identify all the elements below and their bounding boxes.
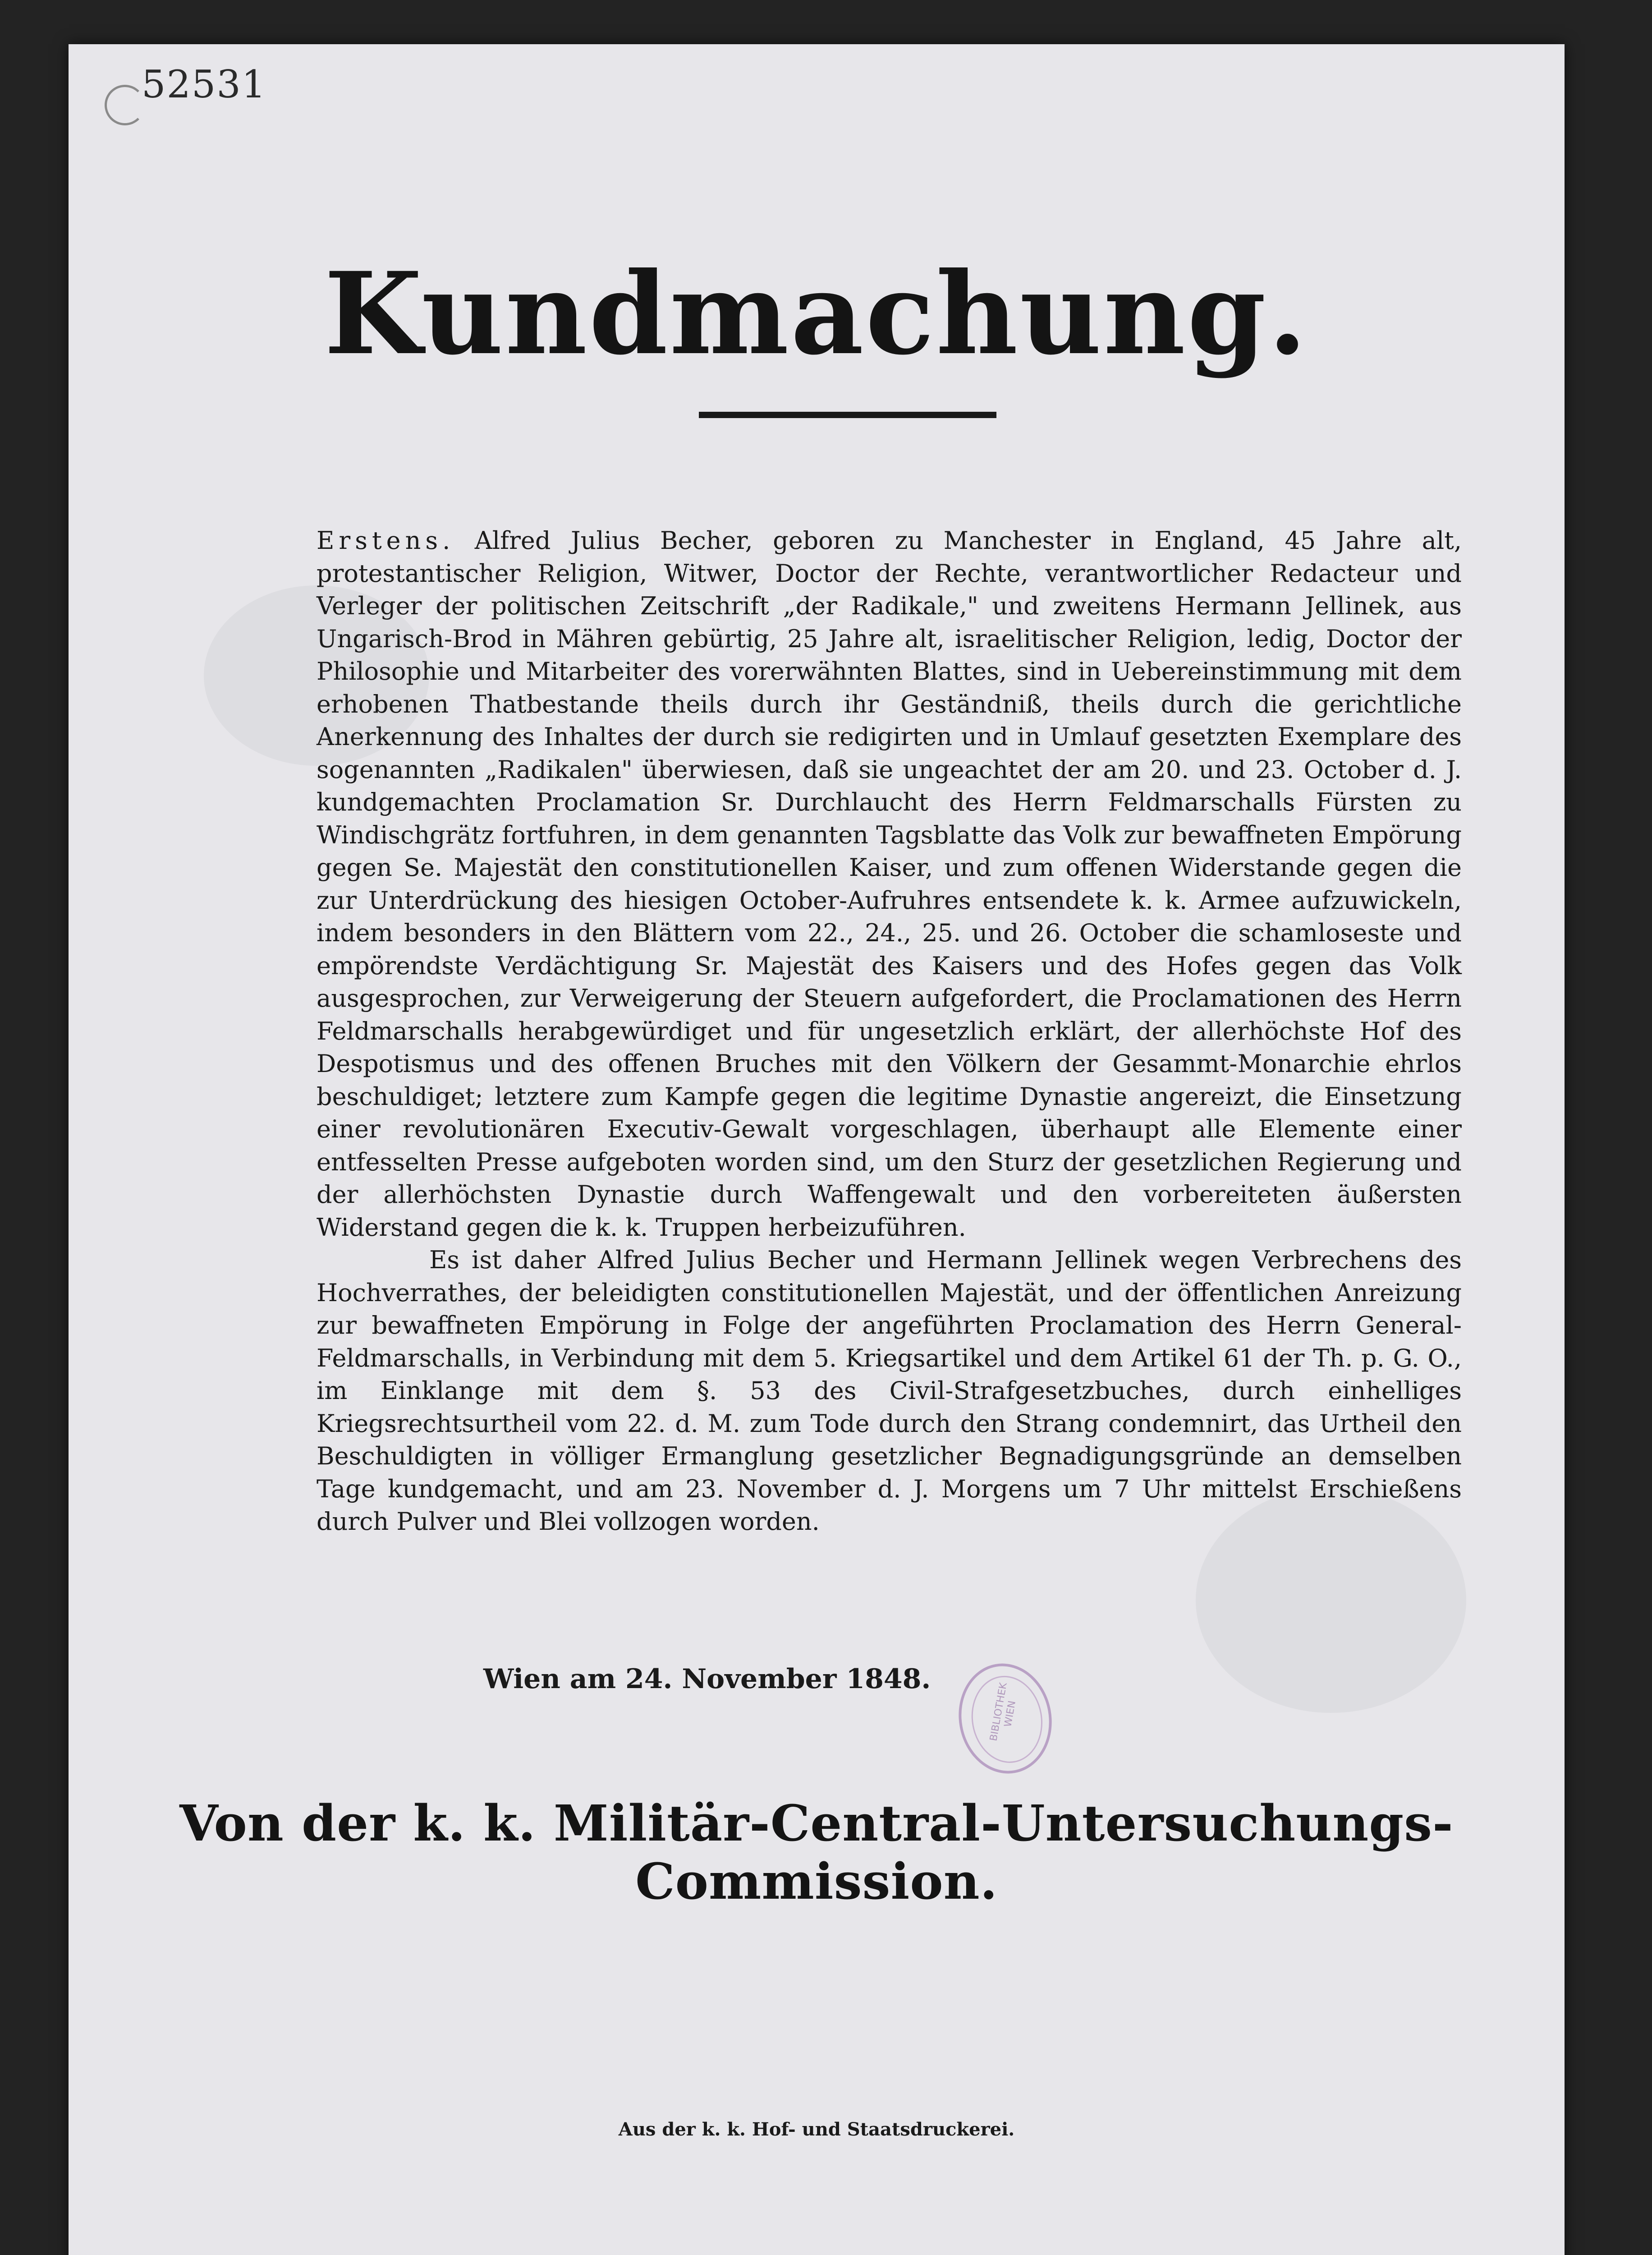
accession-mark bbox=[105, 85, 145, 125]
page-title: Kundmachung. bbox=[324, 247, 1309, 380]
proclamation-body bbox=[317, 525, 1462, 1538]
printer-imprint: Aus der k. k. Hof- und Staatsdruckerei. bbox=[618, 2119, 1015, 2140]
poster-sheet bbox=[69, 44, 1565, 2255]
issuing-authority: Von der k. k. Militär-Central-Untersuchungs-Commission. bbox=[179, 1794, 1454, 1910]
paragraph-1-text: Alfred Julius Becher, geboren zu Manchester in England, 45 Jahre alt, protestantischer Religion, Witwer, Doctor der Rechte, verantwortlicher Redacteur und Verleger der politischen Zeitschrift „der Radikale," und zweitens Hermann Jellinek, aus Ungarisch-Brod in Mähren gebürtig, 25 Jahre alt, israelitischer Religion, ledig, Doctor der Philosophie und Mitarbeiter des vorerwähnten Blattes, sind in Uebereinstimmung mit dem erhobenen Thatbestande theils durch ihr Geständniß, theils durch die gerichtliche Anerkennung des Inhaltes der durch sie redigirten und in Umlauf gesetzten Exemplare des sogenannten „Radikalen" überwiesen, daß sie ungeachtet der am 20. und 23. October d. J. kundgemachten Proclamation Sr. Durchlaucht des Herrn Feldmarschalls Fürsten zu Windischgrätz fortfuhren, in dem genannten Tagsblatte das Volk zur bewaffneten Empörung gegen Se. Majestät den constitutionellen Kaiser, und zum offenen Widerstande gegen die zur Unterdrückung des hiesigen October-Aufruhres entsendete k. k. Armee aufzuwickeln, indem besonders in den Blättern vom 22., 24., 25. und 26. October die schamloseste und empörendste Verdächtigung Sr. Majestät des Kaisers und des Hofes gegen das Volk ausgesprochen, zur Verweigerung der Steuern aufgefordert, die Proclamationen des Herrn Feldmarschalls herabgewürdiget und für ungesetzlich erklärt, der allerhöchste Hof des Despotismus und des offenen Bruches mit den Völkern der Gesammt-Monarchie ehrlos beschuldiget; letztere zum Kampfe gegen die legitime Dynastie angereizt, die Einsetzung einer revolutionären Executiv-Gewalt vorgeschlagen, überhaupt alle Elemente einer entfesselten Presse aufgeboten worden sind, um den Sturz der gesetzlichen Regierung und der allerhöchsten Dynastie durch Waffengewalt und den vorbereiteten äußersten Widerstand gegen die k. k. Truppen herbeizuführen. bbox=[317, 526, 1462, 1242]
paragraph-1-lead: Erstens. bbox=[317, 526, 455, 555]
title-divider bbox=[699, 412, 996, 418]
accession-number: 52531 bbox=[142, 62, 267, 106]
paragraph-1 bbox=[317, 525, 1462, 1244]
stamp-text: BIBLIOTHEK WIEN bbox=[988, 1681, 1019, 1742]
paragraph-2: Es ist daher Alfred Julius Becher und Hermann Jellinek wegen Verbrechens des Hochverrathes, der beleidigten constitutionellen Majestät, und der öffentlichen Anreizung zur bewaffneten Empörung in Folge der angeführten Proclamation des Herrn General-Feldmarschalls, in Verbindung mit dem 5. Kriegsartikel und dem Artikel 61 der Th. p. G. O., im Einklange mit dem §. 53 des Civil-Strafgesetzbuches, durch einhelliges Kriegsrechtsurtheil vom 22. d. M. zum Tode durch den Strang condemnirt, das Urtheil den Beschuldigten in völliger Ermanglung gesetzlicher Begnadigungsgründe an demselben Tage kundgemacht, und am 23. November d. J. Morgens um 7 Uhr mittelst Erschießens durch Pulver und Blei vollzogen worden. bbox=[317, 1246, 1462, 1536]
library-stamp bbox=[950, 1656, 1060, 1781]
date-line: Wien am 24. November 1848. bbox=[483, 1663, 931, 1695]
